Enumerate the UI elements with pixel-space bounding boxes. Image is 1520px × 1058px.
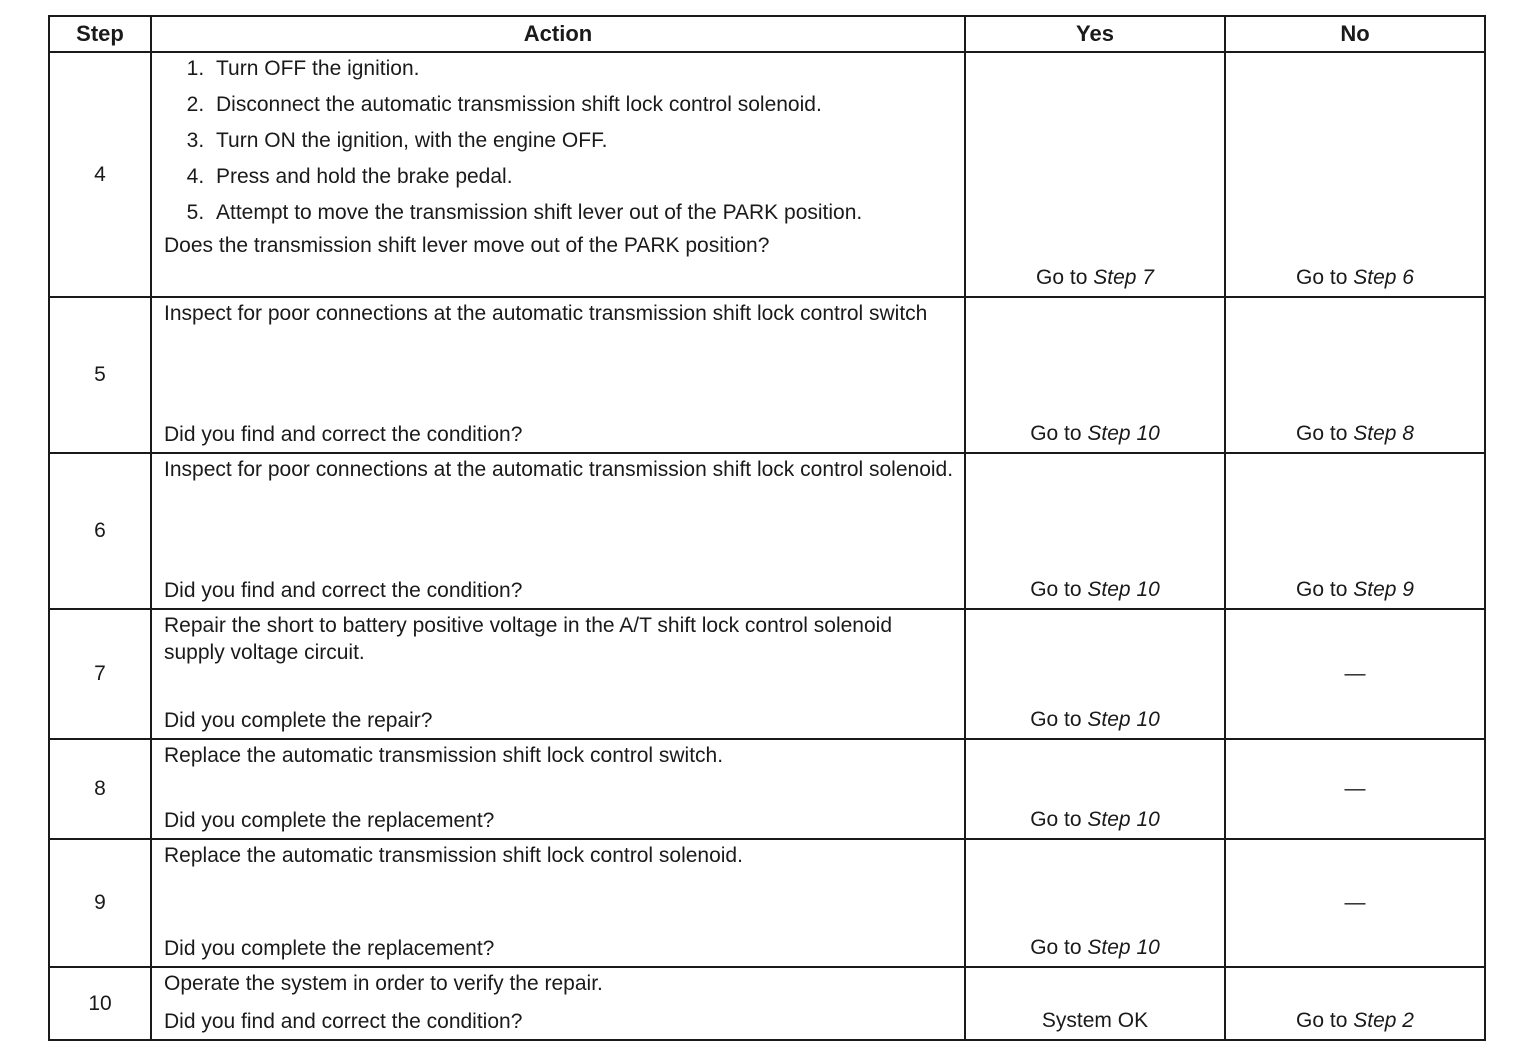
diagnostic-table bbox=[48, 15, 1486, 1041]
question: Does the transmission shift lever move out of the PARK position? bbox=[164, 234, 770, 257]
step-number: 6 bbox=[49, 453, 151, 609]
table-row-step-10 bbox=[49, 967, 1485, 1040]
no-cell bbox=[1225, 839, 1485, 967]
yes-step-link[interactable]: Step 10 bbox=[1087, 708, 1160, 731]
action-cell bbox=[151, 609, 965, 739]
no-dash: — bbox=[1344, 662, 1366, 685]
question: Did you complete the replacement? bbox=[164, 809, 495, 832]
action-description: Replace the automatic transmission shift lock control switch. bbox=[164, 744, 724, 767]
step-number: 9 bbox=[49, 839, 151, 967]
yes-step-link[interactable]: Step 10 bbox=[1087, 422, 1160, 445]
no-step-link[interactable]: Step 2 bbox=[1353, 1009, 1414, 1032]
question: Did you find and correct the condition? bbox=[164, 1010, 523, 1033]
yes-cell bbox=[965, 297, 1225, 453]
no-prefix: Go to bbox=[1296, 266, 1348, 289]
procedure-item: 3. Turn ON the ignition, with the engine OFF. bbox=[210, 127, 956, 154]
no-prefix: Go to bbox=[1296, 422, 1348, 445]
question: Did you complete the replacement? bbox=[164, 937, 495, 960]
action-description: Inspect for poor connections at the automatic transmission shift lock control solenoid. bbox=[164, 458, 954, 481]
procedure-list bbox=[164, 55, 956, 226]
no-step-link[interactable]: Step 6 bbox=[1353, 266, 1414, 289]
procedure-item: 1. Turn OFF the ignition. bbox=[210, 55, 956, 82]
no-prefix: Go to bbox=[1296, 578, 1348, 601]
table-row-step-9 bbox=[49, 839, 1485, 967]
header-row bbox=[49, 16, 1485, 52]
action-cell bbox=[151, 297, 965, 453]
no-cell bbox=[1225, 967, 1485, 1040]
no-step-link[interactable]: Step 8 bbox=[1353, 422, 1414, 445]
no-step-link[interactable]: Step 9 bbox=[1353, 578, 1414, 601]
header-no: No bbox=[1225, 16, 1485, 52]
table-row-step-8 bbox=[49, 739, 1485, 839]
table-row-step-5 bbox=[49, 297, 1485, 453]
yes-result: System OK bbox=[1041, 1009, 1149, 1032]
step-number: 10 bbox=[49, 967, 151, 1040]
action-description: Repair the short to battery positive voltage in the A/T shift lock control solenoid supply voltage circuit. bbox=[164, 614, 893, 664]
procedure-item: 4. Press and hold the brake pedal. bbox=[210, 163, 956, 190]
action-cell bbox=[151, 453, 965, 609]
action-cell bbox=[151, 839, 965, 967]
table-row-step-6 bbox=[49, 453, 1485, 609]
yes-step-link[interactable]: Step 7 bbox=[1093, 266, 1154, 289]
step-number: 5 bbox=[49, 297, 151, 453]
yes-prefix: Go to bbox=[1030, 578, 1082, 601]
action-description: Inspect for poor connections at the automatic transmission shift lock control switch bbox=[164, 302, 928, 325]
header-yes: Yes bbox=[965, 16, 1225, 52]
procedure-item: 5. Attempt to move the transmission shift lever out of the PARK position. bbox=[210, 199, 956, 226]
yes-prefix: Go to bbox=[1030, 936, 1082, 959]
question: Did you find and correct the condition? bbox=[164, 423, 523, 446]
yes-step-link[interactable]: Step 10 bbox=[1087, 936, 1160, 959]
no-cell bbox=[1225, 453, 1485, 609]
yes-prefix: Go to bbox=[1030, 422, 1082, 445]
no-cell bbox=[1225, 52, 1485, 297]
yes-cell bbox=[965, 609, 1225, 739]
step-number: 7 bbox=[49, 609, 151, 739]
yes-cell bbox=[965, 739, 1225, 839]
yes-prefix: Go to bbox=[1036, 266, 1088, 289]
action-cell bbox=[151, 52, 965, 297]
no-cell bbox=[1225, 739, 1485, 839]
header-action: Action bbox=[151, 16, 965, 52]
action-cell bbox=[151, 967, 965, 1040]
yes-prefix: Go to bbox=[1030, 708, 1082, 731]
yes-cell bbox=[965, 967, 1225, 1040]
yes-cell bbox=[965, 52, 1225, 297]
action-cell bbox=[151, 739, 965, 839]
yes-prefix: Go to bbox=[1030, 808, 1082, 831]
yes-cell bbox=[965, 839, 1225, 967]
question: Did you complete the repair? bbox=[164, 709, 433, 732]
no-cell bbox=[1225, 609, 1485, 739]
no-dash: — bbox=[1344, 891, 1366, 914]
step-number: 8 bbox=[49, 739, 151, 839]
procedure-item: 2. Disconnect the automatic transmission shift lock control solenoid. bbox=[210, 91, 956, 118]
no-cell bbox=[1225, 297, 1485, 453]
yes-cell bbox=[965, 453, 1225, 609]
table-row-step-7 bbox=[49, 609, 1485, 739]
yes-step-link[interactable]: Step 10 bbox=[1087, 808, 1160, 831]
action-description: Operate the system in order to verify the repair. bbox=[164, 972, 603, 995]
step-number: 4 bbox=[49, 52, 151, 297]
no-dash: — bbox=[1344, 777, 1366, 800]
header-step: Step bbox=[49, 16, 151, 52]
yes-step-link[interactable]: Step 10 bbox=[1087, 578, 1160, 601]
action-description: Replace the automatic transmission shift lock control solenoid. bbox=[164, 844, 743, 867]
question: Did you find and correct the condition? bbox=[164, 579, 523, 602]
no-prefix: Go to bbox=[1296, 1009, 1348, 1032]
table-row-step-4 bbox=[49, 52, 1485, 297]
